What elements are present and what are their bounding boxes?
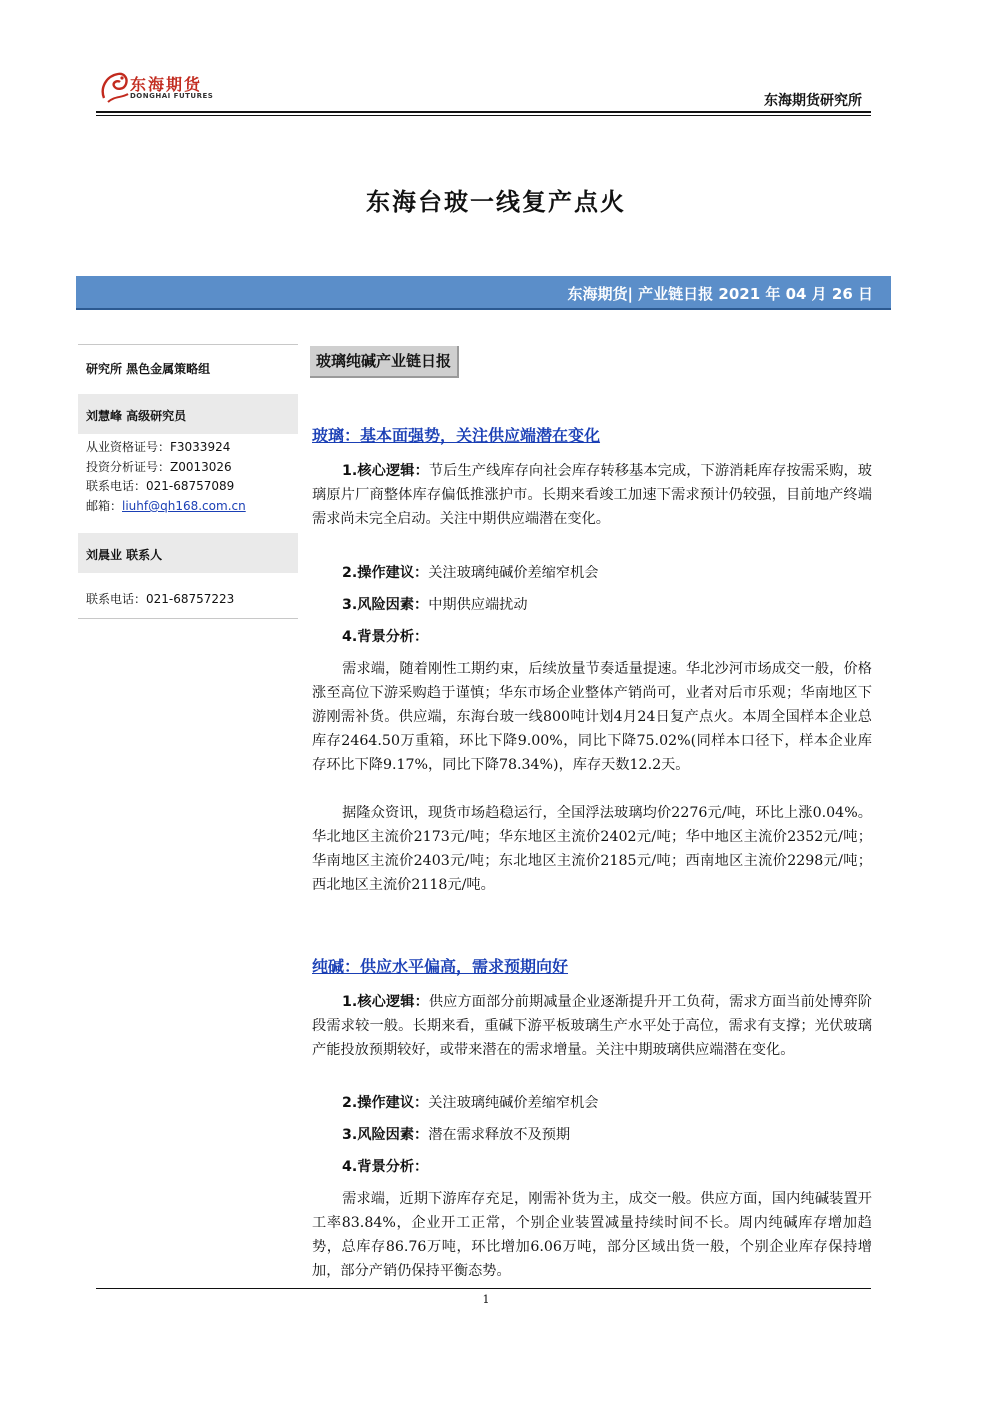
soda-logic: [312, 990, 872, 1062]
report-banner: [76, 276, 891, 310]
sidebar-cert2: 投资分析证号：Z0013026: [86, 460, 232, 474]
sidebar-phone2: 联系电话：021-68757223: [86, 592, 235, 606]
glass-risk-label: 3.风险因素：: [342, 597, 429, 613]
soda-risk-text: 潜在需求释放不及预期: [428, 1127, 571, 1143]
sidebar-divider-bottom: [78, 618, 298, 619]
glass-bg-para1: [312, 657, 872, 777]
glass-advice-text: 关注玻璃纯碱价差缩窄机会: [428, 565, 599, 581]
soda-section-title[interactable]: 纯碱：供应水平偏高，需求预期向好: [312, 957, 569, 976]
sidebar-cert1: 从业资格证号：F3033924: [86, 440, 231, 454]
soda-risk: [312, 1123, 872, 1147]
soda-bg-label: 4.背景分析：: [342, 1159, 429, 1175]
sidebar-analyst1: 刘慧峰 高级研究员: [86, 409, 187, 423]
glass-advice-label: 2.操作建议：: [342, 565, 429, 581]
sidebar-phone1: 联系电话：021-68757089: [86, 479, 235, 493]
soda-risk-label: 3.风险因素：: [342, 1127, 429, 1143]
footer-rule: [96, 1288, 871, 1289]
glass-section-title[interactable]: 玻璃：基本面强势，关注供应端潜在变化: [312, 426, 601, 445]
header-rule: [96, 111, 871, 113]
sidebar-dept: 研究所 黑色金属策略组: [86, 362, 211, 376]
report-tag: 玻璃纯碱产业链日报: [310, 346, 459, 378]
glass-logic-label: 1.核心逻辑：: [342, 463, 429, 479]
soda-advice-text: 关注玻璃纯碱价差缩窄机会: [428, 1095, 599, 1111]
page-title: 东海台玻一线复产点火: [366, 188, 626, 216]
glass-bg-text1: 需求端，随着刚性工期约束，后续放量节奏适量提速。华北沙河市场成交一般，价格涨至高位下游采购趋于谨慎；华东市场企业整体产销尚可，业者对后市乐观；华南地区下游刚需补货。供应端，东海台玻一线800吨计划4月24日复产点火。本周全国样本企业总库存2464.50万重箱，环比下降9.00%，同比下降75.02%(同样本口径下，样本企业库存环比下降9.17%，同比下降78.34%)，库存天数12.2天。: [312, 661, 872, 773]
glass-bg-text2: 据隆众资讯，现货市场趋稳运行，全国浮法玻璃均价2276元/吨，环比上涨0.04%。华北地区主流价2173元/吨；华东地区主流价2402元/吨；华中地区主流价2352元/吨；华南地区主流价2403元/吨；东北地区主流价2185元/吨；西南地区主流价2298元/吨；西北地区主流价2118元/吨。: [312, 805, 872, 893]
sidebar-email-row: [86, 497, 246, 514]
glass-risk: [312, 593, 872, 617]
soda-bg: [312, 1155, 872, 1179]
soda-advice-label: 2.操作建议：: [342, 1095, 429, 1111]
logo-text-cn: 东海期货: [130, 75, 203, 94]
glass-bg-para2: [312, 801, 872, 897]
header-org: 东海期货研究所: [764, 93, 862, 109]
email-link[interactable]: liuhf@qh168.com.cn: [122, 499, 246, 513]
glass-logic: [312, 459, 872, 531]
sidebar-analyst2: 刘晨业 联系人: [86, 548, 163, 562]
soda-bg-para1: [312, 1187, 872, 1283]
glass-risk-text: 中期供应端扰动: [428, 597, 528, 613]
glass-logic-text: 节后生产线库存向社会库存转移基本完成，下游消耗库存按需采购，玻璃原片厂商整体库存偏低推涨护市。长期来看竣工加速下需求预计仍较强，目前地产终端需求尚未完全启动。关注中期供应端潜在变化。: [312, 463, 872, 527]
soda-advice: [312, 1091, 872, 1115]
banner-text: 东海期货| 产业链日报 2021 年 04 月 26 日: [567, 285, 873, 303]
soda-logic-label: 1.核心逻辑：: [342, 994, 429, 1010]
glass-bg-label: 4.背景分析：: [342, 629, 429, 645]
glass-advice: [312, 561, 872, 585]
soda-bg-text1: 需求端，近期下游库存充足，刚需补货为主，成交一般。供应方面，国内纯碱装置开工率83.84%，企业开工正常，个别企业装置减量持续时间不长。周内纯碱库存增加趋势，总库存86.76万吨，环比增加6.06万吨，部分区域出货一般，个别企业库存保持增加，部分产销仍保持平衡态势。: [312, 1191, 872, 1279]
sidebar-divider: [78, 344, 298, 345]
page-number: 1: [482, 1293, 490, 1306]
glass-bg: [312, 625, 872, 649]
logo-text-en: DONGHAI FUTURES: [130, 92, 214, 100]
soda-logic-text: 供应方面部分前期减量企业逐渐提升开工负荷，需求方面当前处博弈阶段需求较一般。长期来看，重碱下游平板玻璃生产水平处于高位，需求有支撑；光伏玻璃产能投放预期较好，或带来潜在的需求增量。关注中期玻璃供应端潜在变化。: [312, 994, 872, 1058]
header-rule-thin: [96, 115, 871, 116]
sidebar-email-label: 邮箱：: [86, 499, 123, 513]
